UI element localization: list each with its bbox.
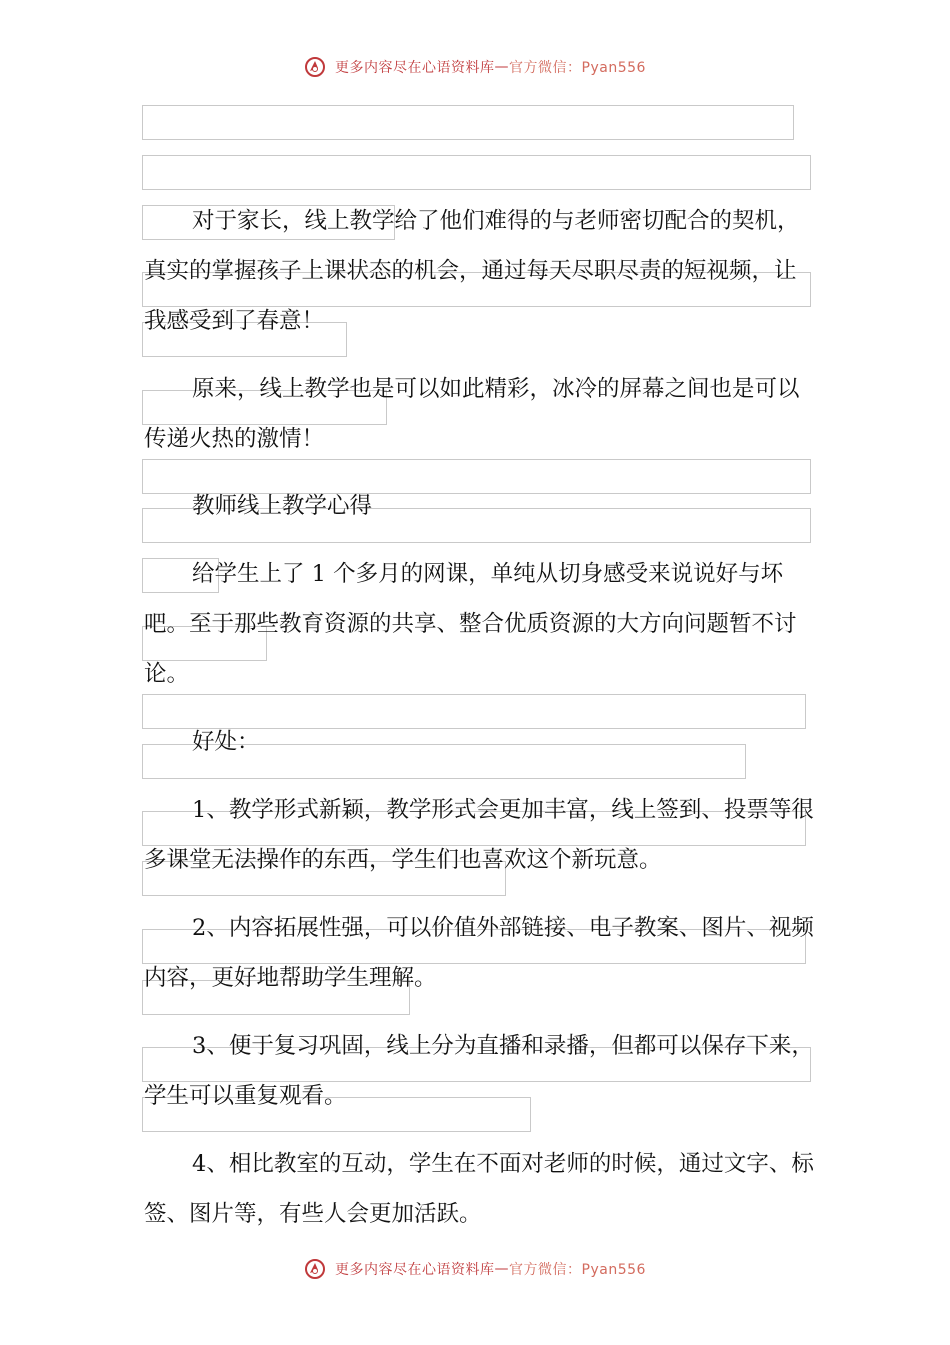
list-item: 3、便于复习巩固，线上分为直播和录播，但都可以保存下来，学生可以重复观看。 — [144, 1033, 814, 1109]
header-text: 更多内容尽在心语资料库 — [335, 60, 495, 76]
list-item: 2、内容拓展性强，可以价值外部链接、电子教案、图片、视频内容，更好地帮助学生理解。 — [144, 915, 814, 991]
list-item: 1、教学形式新颖，教学形式会更加丰富，线上签到、投票等很多课堂无法操作的东西，学生们也喜欢这个新玩意。 — [144, 797, 814, 873]
footer-wechat: 官方微信：Pyan556 — [509, 1262, 646, 1278]
header-wechat: 官方微信：Pyan556 — [509, 60, 646, 76]
section-title: 教师线上教学心得 — [192, 493, 373, 519]
paragraph-intro: 给学生上了 1 个多月的网课，单纯从切身感受来说说好与坏吧。至于那些教育资源的共享、整合优质资源的大方向问题暂不讨论。 — [144, 561, 797, 687]
header-dash: — — [494, 59, 510, 75]
footer-dash: — — [494, 1261, 510, 1277]
outline-box — [142, 155, 811, 190]
page-footer — [0, 1258, 950, 1280]
paragraph-parents: 对于家长，线上教学给了他们难得的与老师密切配合的契机，真实的掌握孩子上课状态的机会，通过每天尽职尽责的短视频，让我感受到了春意！ — [144, 208, 800, 334]
paragraph-online-teaching: 原来，线上教学也是可以如此精彩，冰冷的屏幕之间也是可以传递火热的激情！ — [144, 376, 800, 452]
subheading-benefits: 好处： — [192, 729, 260, 755]
footer-text: 更多内容尽在心语资料库 — [335, 1262, 495, 1278]
list-item: 4、相比教室的互动，学生在不面对老师的时候，通过文字、标签、图片等，有些人会更加活跃。 — [144, 1151, 814, 1227]
logo-icon — [304, 56, 326, 78]
outline-box — [142, 105, 794, 140]
page-header — [0, 56, 950, 78]
logo-icon — [304, 1258, 326, 1280]
